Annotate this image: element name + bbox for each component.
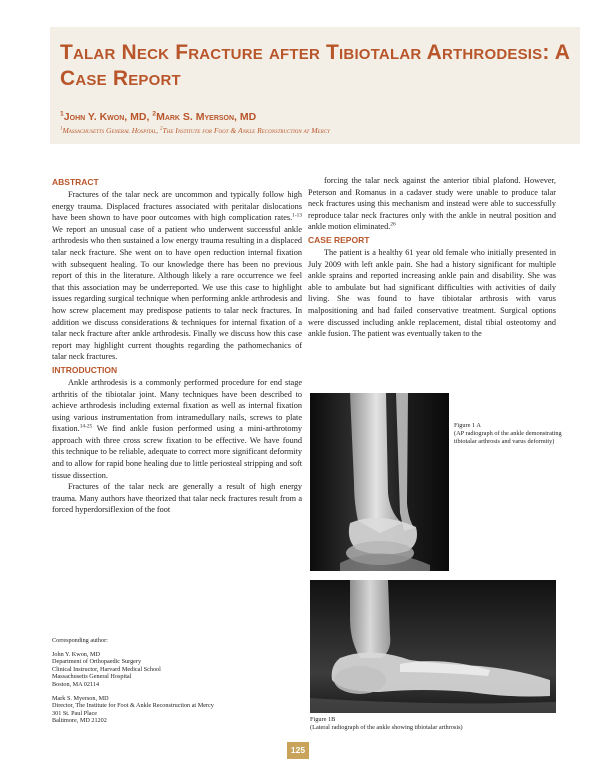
correspondence-line: Baltimore, MD 21202 xyxy=(52,717,107,725)
intro-paragraph-1 xyxy=(52,377,302,481)
correspondence-line: Clinical Instructor, Harvard Medical School xyxy=(52,665,161,673)
figure-1a-caption xyxy=(454,422,564,446)
correspondence-line: Department of Orthopaedic Surgery xyxy=(52,658,142,666)
correspondence-line: Mark S. Myerson, MD xyxy=(52,694,109,702)
figure-1b-label: Figure 1B xyxy=(310,716,336,723)
correspondence-heading: Corresponding author: xyxy=(52,637,108,644)
continued-citation: 26 xyxy=(390,221,396,228)
abstract-text-1: Fractures of the talar neck are uncommon and typically follow high energy trauma. Displaced fractures associated with peritalar dislocations have been shown to have poor outcomes with high complication rates. xyxy=(52,190,302,223)
continued-text: forcing the talar neck against the anterior tibial plafond. However, Peterson and Romanus in a cadaver study were unable to produce talar neck fractures using this mechanism and instead were able to successfully reproduce talar neck fractures only with the ankle in neutral position and ankle motion eliminated. xyxy=(308,176,556,232)
correspondence-line: Director, The Institute for Foot & Ankle Reconstruction at Mercy xyxy=(52,702,214,710)
right-column xyxy=(308,175,556,340)
intro-citation: 14-25 xyxy=(79,423,93,430)
intro-text-2: We find ankle fusion performed using a mini-arthrotomy approach with three cross screw fixation to be effective. We have found this technique to be reliable, adequate to correct more significant deformity and to allow for rapid bone healing due to little periosteal stripping and soft tissue dissection. xyxy=(52,424,302,480)
intro-text-1: Ankle arthrodesis is a commonly performed procedure for end stage arthritis of the tibiotalar joint. Many techniques have been described to achieve arthrodesis including external fixation as well as internal fixation using various instrumentation from intramedullary nails, screws to plate fixation. xyxy=(52,377,302,434)
figure-1a-label: Figure 1 A xyxy=(454,422,481,429)
abstract-paragraph xyxy=(52,189,302,363)
page-number: 125 xyxy=(287,742,309,759)
abstract-heading: ABSTRACT xyxy=(52,177,99,187)
correspondence-line: Boston, MA 02114 xyxy=(52,680,100,688)
author-2: Mark S. Myerson, MD xyxy=(156,111,257,123)
author-2-marker: 2 xyxy=(152,110,157,118)
author-list xyxy=(60,111,570,123)
continued-paragraph xyxy=(308,175,556,233)
affiliation-1-marker: 1 xyxy=(60,126,63,132)
affiliation-2-marker: 2 xyxy=(160,126,163,132)
intro-paragraph-2: Fractures of the talar neck are generally a result of high energy trauma. Many authors have theorized that talar neck fractures result from a forced hyperdorsiflexion of the foot xyxy=(52,482,302,515)
abstract-text-2: We report an unusual case of a patient who underwent successful ankle arthrodesis who then sustained a low energy trauma resulting in a displaced talar neck fracture. She went on to have open reduction internal fixation with subsequent healing. To our knowledge there has been no previous report of this in the literature. Although likely a rare occurrence we feel that this association may be underreported. We use this case to highlight issues regarding surgical technique when performing ankle arthrodesis and how screw placement may predispose patients to talar neck fractures. In addition we discuss considerations & techniques for internal fixation of a talar neck fracture after ankle arthrodesis. Finally we discuss how this case report may highlight current thoughts regarding the pathomechanics of talar neck fractures. xyxy=(52,224,302,362)
case-report-paragraph: The patient is a healthy 61 year old female who initially presented in July 2009 with left ankle pain. She had a history significant for multiple ankle sprains and reported increasing ankle pain and disability. She was able to ambulate but had significant difficulties with activities of daily living. She was found to have tibiotalar arthrosis with varus malpositioning and had failed conservative treatment. Surgical options were discussed including ankle replacement, distal tibial osteotomy and ankle fusion. The patient was eventually taken to the xyxy=(308,247,556,339)
introduction-heading: INTRODUCTION xyxy=(52,364,118,375)
lateral-radiograph-image xyxy=(310,580,556,713)
affiliation-2: The Institute for Foot & Ankle Reconstruction at Mercy xyxy=(162,126,330,135)
case-report-heading: CASE REPORT xyxy=(308,234,370,245)
figure-1a-xray xyxy=(310,393,449,571)
author-1-marker: 1 xyxy=(60,110,64,118)
paper-title: Talar Neck Fracture after Tibiotalar Arthrodesis: A Case Report xyxy=(60,41,570,90)
correspondence-block xyxy=(52,637,292,725)
correspondence-line: Massachusetts General Hospital xyxy=(52,673,132,681)
ap-radiograph-image xyxy=(310,393,449,571)
affiliation-1: Massachusetts General Hospital, xyxy=(62,126,161,135)
left-column xyxy=(52,175,302,516)
affiliation-list xyxy=(60,126,580,135)
figure-1b-xray xyxy=(310,580,556,713)
figure-1a-text: (AP radiograph of the ankle demonstrating tibiotalar arthrosis and varus deformity) xyxy=(454,430,562,445)
correspondence-line: John Y. Kwon, MD xyxy=(52,650,100,658)
correspondence-line: 301 St. Paul Place xyxy=(52,709,98,717)
author-1: John Y. Kwon, MD, xyxy=(63,111,153,123)
abstract-citation: 1-13 xyxy=(292,212,302,219)
figure-1b-caption xyxy=(310,716,570,732)
figure-1b-text: (Lateral radiograph of the ankle showing tibiotalar arthrosis) xyxy=(310,724,463,731)
